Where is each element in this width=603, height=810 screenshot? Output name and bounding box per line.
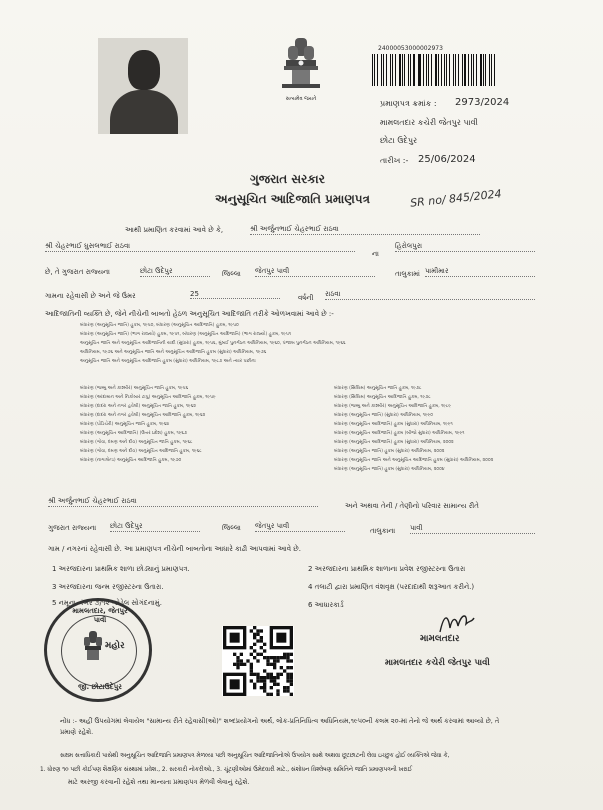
order-item: અનુસૂચિત જાતિ અને અનુસૂચિત આદિજાતિ હુકમ (સુધારા) અધિનિયમ, ૧૯૮૭ અને ત્યાર પછીના [80, 359, 256, 364]
order-item: બંધારણ (સિક્કિમ) અનુસૂચિત આદિજાતિ હુકમ, ૧૯૭૮ [334, 395, 431, 400]
doc-item-5: 5 નમૂના નંબર ૭/૧૨ જોડેલ સોગંદનામું. [52, 599, 162, 607]
footer-item-2: માટે અરજી કરવાની રહેશે તથા માન્યતા પ્રમાણપત્ર મેળવી લેવાનું રહેશે. [68, 778, 250, 786]
orders-list [80, 321, 580, 366]
age-text: ગામના રહેવાસી છે અને જે ઉંમર [45, 292, 136, 300]
resident-taluka-label: તાલુકાના [370, 527, 396, 535]
date-label: તારીખ :- [380, 156, 409, 165]
seal-emblem-icon [83, 631, 103, 661]
resident-state: ગુજરાત રાજ્યના [48, 524, 97, 532]
applicant-name: શ્રી અર્જુનભાઈ ચેહરભાઈ રાઠવા [250, 225, 480, 235]
barcode [372, 54, 498, 86]
footer-note: નોંધ :- અહીં ઉપયોગમાં લેવાયેલ "સામાન્ય રીતે રહેવાસી(ઓ)" શબ્દપ્રયોગનો અર્થ, લોક-પ્રતિનિધિત્વ અધિનિયમ,૧૯૫૦ની કલમ ૨૦-માં તેનો જે અર્થ કરવામાં આવ્યો છે, તે [60, 717, 500, 725]
applicant-photo [98, 38, 188, 134]
cert-no-value: 2973/2024 [455, 97, 510, 108]
doc-item-3: 3 અરજદારના જન્મ રજીસ્ટરના ઉતારા. [52, 583, 164, 591]
order-item: બંધારણ (દાદરા અને નગર હવેલી) અનુસૂચિત આદિજાતિ હુકમ, ૧૯૬૨ [80, 413, 206, 418]
barcode-number: 24000053000002973 [378, 45, 443, 52]
order-item: બંધારણ (નાગાલેન્ડ) અનુસૂચિત આદિજાતિ હુકમ, ૧૯૭૦ [80, 458, 182, 463]
order-item: બંધારણ (જમ્મુ અને કાશ્મીર) અનુસૂચિત જાતિ હુકમ, ૧૯૫૬ [80, 386, 189, 391]
qr-code [222, 626, 294, 696]
order-item: બંધારણ (અનુસૂચિત આદિજાતિ) હુકમ (સુધારા) અધિનિયમ, ૨૦૦૨ [334, 440, 454, 445]
doc-item-4: 4 તલાટી દ્વારા પ્રમાણિત વંશવૃક્ષ (પરદાદાથી શરૂઆત કરીને.) [308, 583, 475, 591]
emblem-caption: સત્યમેવ જયતે [285, 96, 317, 102]
order-item: બંધારણ (અનુસૂચિત જાતિ) (સુધારા) અધિનિયમ, ૧૯૯૦ [334, 413, 433, 418]
order-item: બંધારણ (અનુસૂચિત જાતિ) હુકમ, ૧૯૫૦, બંધારણ (અનુસૂચિત આદિજાતિ) હુકમ, ૧૯૫૦ [80, 323, 239, 328]
order-item: બંધારણ (આંદામાન અને નિકોબાર ટાપુ) અનુસૂચિત આદિજાતિ હુકમ, ૧૯૫૯ [80, 395, 216, 400]
order-item: બંધારણ (અનુસૂચિત જાતિ) (ભાગ રાજ્યો) હુકમ, ૧૯૫૧, બંધારણ (અનુસૂચિત આદિજાતિ) (ભાગ રાજ્યો) હુકમ, ૧૯૫૧ [80, 332, 292, 337]
doc-item-1: 1 અરજદારના પ્રાથમિક શાળા છોડ્યાનું પ્રમાણપત્ર. [52, 565, 190, 573]
caste-name: રાઠવા [325, 290, 535, 300]
orders-left-list [80, 384, 320, 465]
resident-text: અને અથવા તેની / તેણીનો પરિવાર સામાન્ય રીતે [345, 502, 479, 510]
order-item: બંધારણ (દાદરા અને નગર હવેલી) અનુસૂચિત જાતિ હુકમ, ૧૯૬૨ [80, 404, 196, 409]
taluka-label: તાલુકામાં [395, 270, 420, 278]
resident-village: પાવી [410, 524, 535, 534]
order-item: બંધારણ (પોંડિચેરી) અનુસૂચિત જાતિ હુકમ, ૧૯૬૪ [80, 422, 170, 427]
resident-jilla-label: જિલ્લા [222, 524, 241, 532]
na-label: ના [372, 250, 379, 258]
basis-text: ગામ / નગરનાં રહેવાસી છે. આ પ્રમાણપત્ર નીચેની બાબતોના આધારે કાઢી આપવામાં આવે છે. [48, 545, 301, 553]
resident-taluka-name: જેતપુર પાવી [255, 522, 345, 532]
signature-office: મામલતદાર કચેરી જેતપુર પાવી [385, 658, 490, 668]
taluka-village: પામીમાર [425, 267, 535, 277]
order-item: બંધારણ (અનુસૂચિત આદિજાતિ) (ઉત્તર પ્રદેશ) હુકમ, ૧૯૬૭ [80, 431, 188, 436]
order-item: બંધારણ (જમ્મુ અને કાશ્મીર) અનુસૂચિત આદિજાતિ હુકમ, ૧૯૮૯ [334, 404, 452, 409]
orders-right-list [334, 384, 584, 474]
title-certificate: અનુસૂચિત આદિજાતિ પ્રમાણપત્ર [215, 192, 370, 206]
order-item: બંધારણ (અનુસૂચિત આદિજાતિ) હુકમ (સુધારા) અધિનિયમ, ૧૯૯૧ [334, 422, 453, 427]
order-item: બંધારણ (અનુસૂચિત જાતિ) હુકમ (સુધારા) અધિનિયમ, ૨૦૦૪ [334, 467, 445, 472]
office-line1: મામલતદાર કચેરી જેતપુર પાવી [380, 118, 478, 127]
cert-no-label: પ્રમાણપત્ર ક્રમાંક : [380, 99, 437, 108]
doc-item-2: 2 અરજદારના પ્રાથમિક શાળાના પ્રવેશ રજીસ્ટરના ઉતારા [308, 565, 466, 573]
intro-text: આથી પ્રમાણિત કરવામાં આવે છે કે, [125, 226, 224, 234]
age-value: 25 [190, 290, 280, 299]
recognition-text: આદિજાતિની વ્યક્તિ છે, જેને નીચેની બાબતો હેઠળ અનુસૂચિત આદિજાતિ તરીકે ઓળખવામાં આવે છે :- [45, 310, 334, 318]
state-text: છે, તે ગુજરાત રાજ્યના [45, 268, 110, 276]
order-item: અધિનિયમ, ૧૯૭૬ અને અનુસૂચિત જાતિ અને અનુસૂચિત આદિજાતિ હુકમ (સુધારા) અધિનિયમ, ૧૯૭૬ [80, 350, 267, 355]
handwritten-serial: SR no/ 845/2024 [409, 187, 503, 210]
village-name: હિરોલપુરા [395, 242, 535, 252]
footer-paragraph: સક્ષમ સત્તાધિકારી પાસેથી અનુસૂચિત આદિજાતિ પ્રમાણપત્ર મેળવ્યા પછી અનુસૂચિત આદિજાતિનોએ ઉપયોગ સાથે અથવા છૂટછાટની લેવા ઇચ્છુક હોઈ વ્યક્તિએ જેવા કે, [60, 753, 450, 759]
seal-bottom-text: જી. છોટાઉદેપુર [78, 683, 122, 691]
doc-item-6: 6 આધારકાર્ડ [308, 601, 344, 609]
title-state: ગુજરાત સરકાર [250, 172, 325, 186]
date-value: 25/06/2024 [418, 154, 476, 165]
footer-note-2: પ્રમાણે રહેશે. [60, 728, 94, 736]
taluka-name: જેતપુર પાવી [255, 267, 375, 277]
seal-top-text: મામલતદાર, જેતપુર પાવી [72, 607, 128, 624]
order-item: બંધારણ (ગોવા, દમણ અને દીવ) અનુસૂચિત આદિજાતિ હુકમ, ૧૯૬૮ [80, 449, 202, 454]
official-seal [44, 598, 152, 702]
resident-district: છોટા ઉદેપુર [110, 522, 200, 532]
order-item: બંધારણ (સિક્કિમ) અનુસૂચિત જાતિ હુકમ, ૧૯૭૮ [334, 386, 422, 391]
father-name: શ્રી ચેહરભાઈ ઘુસલભાઈ રાઠવા [45, 242, 355, 252]
district-name: છોટા ઉદેપુર [140, 267, 210, 277]
order-item: બંધારણ (અનુસૂચિત જાતિ) હુકમ (સુધારા) અધિનિયમ, ૨૦૦૨ [334, 449, 445, 454]
caste-label: વર્ષની [298, 294, 314, 302]
resident-name: શ્રી અર્જુનભાઈ ચેહરભાઈ રાઠવા [48, 497, 318, 507]
office-line2: છોટા ઉદેપુર [380, 136, 418, 145]
seal-center-text: મહોર [105, 641, 125, 651]
order-item: અનુસૂચિત જાતિ અને અનુસૂચિત આદિજાતિની યાદી (સુધારા) હુકમ, ૧૯૫૬, મુંબઈ પુનર્ગઠન અધિનિયમ, ૧૯૬૦, પંજાબ પુનર્ગઠન અધિનિયમ, ૧૯૬૬ [80, 341, 346, 346]
order-item: બંધારણ (અનુસૂચિત આદિજાતિ) હુકમ (બીજો સુધારા) અધિનિયમ, ૧૯૯૧ [334, 431, 465, 436]
footer-item-1: 1. ધોરણ ૧૦ પછી કોઈપણ શૈક્ષણિક સંસ્થામાં પ્રવેશ., 2. સરકારી નોકરીઓ., 3. ચૂંટણીઓમાં ઉમેદવારી માટે., સંશોધન વિશ્લેષણ સમિતિને જાતિ પ્રમાણપત્રની ખરાઈ [40, 767, 413, 773]
national-emblem-icon [278, 34, 324, 94]
signature-title: મામલતદાર [420, 634, 460, 644]
order-item: બંધારણ (અનુસૂચિત જાતિ અને અનુસૂચિત આદિજાતિ હુકમ (સુધારા) અધિનિયમ, ૨૦૦૨ [334, 458, 494, 463]
order-item: બંધારણ (ગોવા, દમણ અને દીવ) અનુસૂચિત જાતિ હુકમ, ૧૯૬૮ [80, 440, 193, 445]
jilla-label: જિલ્લા [222, 270, 241, 278]
